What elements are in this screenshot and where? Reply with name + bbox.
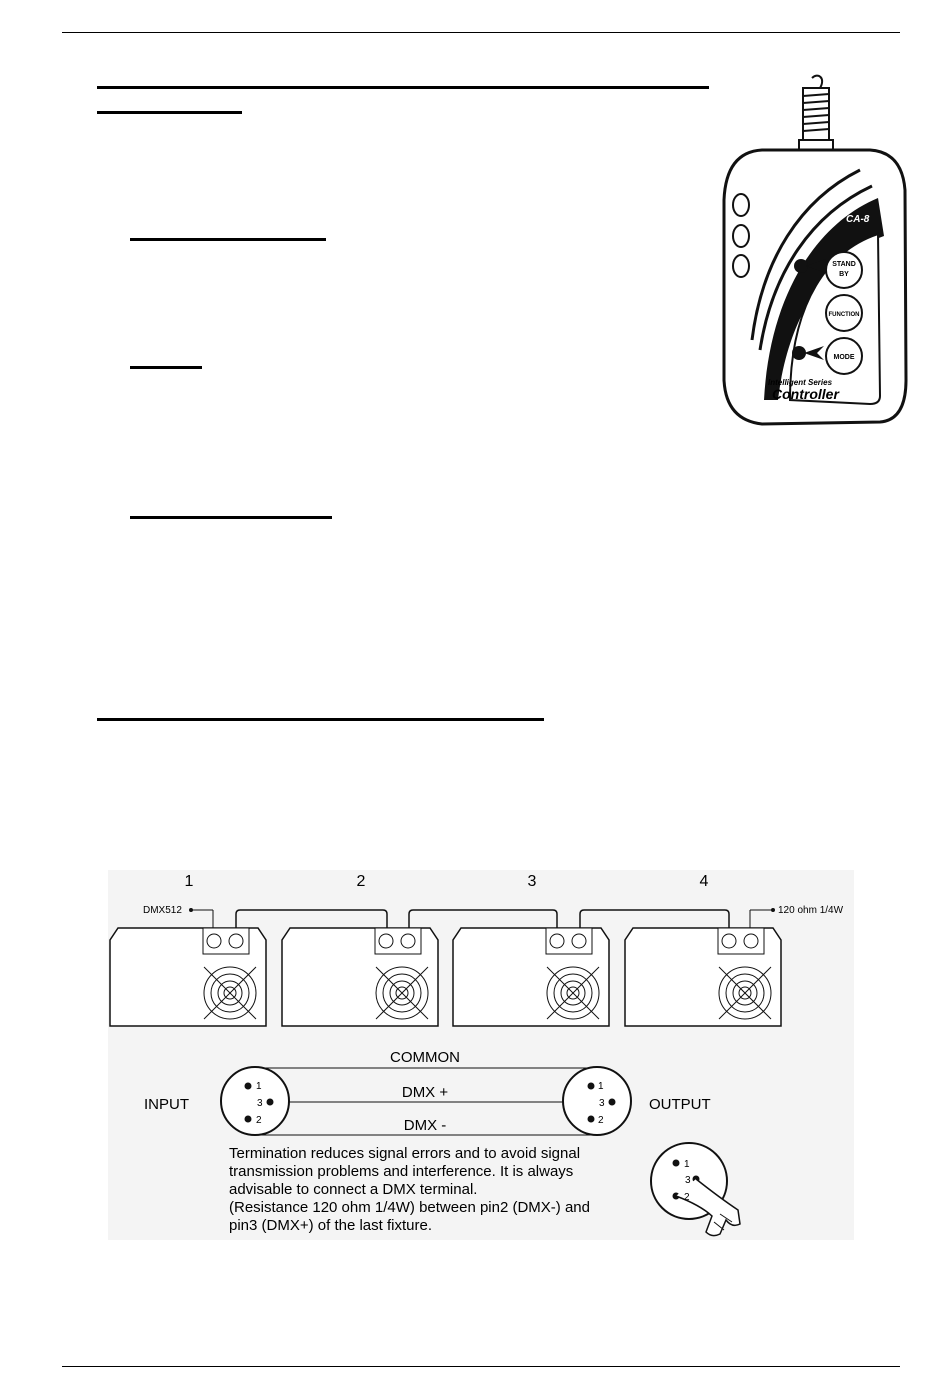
fixture-number: 3 — [527, 873, 537, 890]
input-pin-1-label: 1 — [256, 1081, 262, 1092]
controller-brand-label: Controller — [772, 386, 839, 402]
terminator-pin-3-label: 3 — [685, 1175, 691, 1186]
fixture-number: 4 — [699, 873, 709, 890]
output-xlr-connector — [563, 1067, 631, 1135]
controller-model-label: CA-8 — [846, 214, 870, 225]
controller-series-label: Intelligent Series — [768, 378, 833, 387]
fixture-unit-4 — [625, 928, 781, 1026]
diagram-background — [108, 870, 854, 1240]
termination-note-line: (Resistance 120 ohm 1/4W) between pin2 (DMX-) and — [229, 1199, 590, 1216]
terminator-label: 120 ohm 1/4W — [778, 905, 844, 916]
termination-note-line: advisable to connect a DMX terminal. — [229, 1181, 478, 1198]
input-xlr-connector — [221, 1067, 289, 1135]
standby-button-label: STAND — [832, 261, 856, 268]
output-pin-2-label: 2 — [598, 1115, 604, 1126]
input-label: INPUT — [144, 1096, 189, 1113]
standby-button-label-2: BY — [839, 271, 849, 278]
dmx-plus-label: DMX + — [401, 1084, 449, 1101]
output-label: OUTPUT — [649, 1096, 711, 1113]
input-pin-3-label: 3 — [257, 1098, 263, 1109]
terminator-pin-1-label: 1 — [684, 1159, 690, 1170]
output-pin-3-label: 3 — [599, 1098, 605, 1109]
termination-note-line: Termination reduces signal errors and to avoid signal — [229, 1145, 581, 1162]
output-pin-1-label: 1 — [598, 1081, 604, 1092]
function-button-label: FUNCTION — [828, 312, 860, 318]
fixture-unit-1 — [110, 928, 266, 1026]
fixture-number: 1 — [184, 873, 194, 890]
mode-button-label: MODE — [833, 354, 855, 361]
termination-note-line: transmission problems and interference. It is always — [229, 1163, 574, 1180]
fixture-number: 2 — [356, 873, 366, 890]
fixture-unit-2 — [282, 928, 438, 1026]
termination-note-line: pin3 (DMX+) of the last fixture. — [229, 1217, 432, 1234]
dmx-minus-label: DMX - — [403, 1117, 447, 1134]
input-pin-2-label: 2 — [256, 1115, 262, 1126]
common-label: COMMON — [390, 1049, 460, 1066]
fixture-unit-3 — [453, 928, 609, 1026]
dmx-in-label: DMX512 — [143, 905, 182, 916]
terminator-pin-2-label: 2 — [684, 1192, 690, 1203]
